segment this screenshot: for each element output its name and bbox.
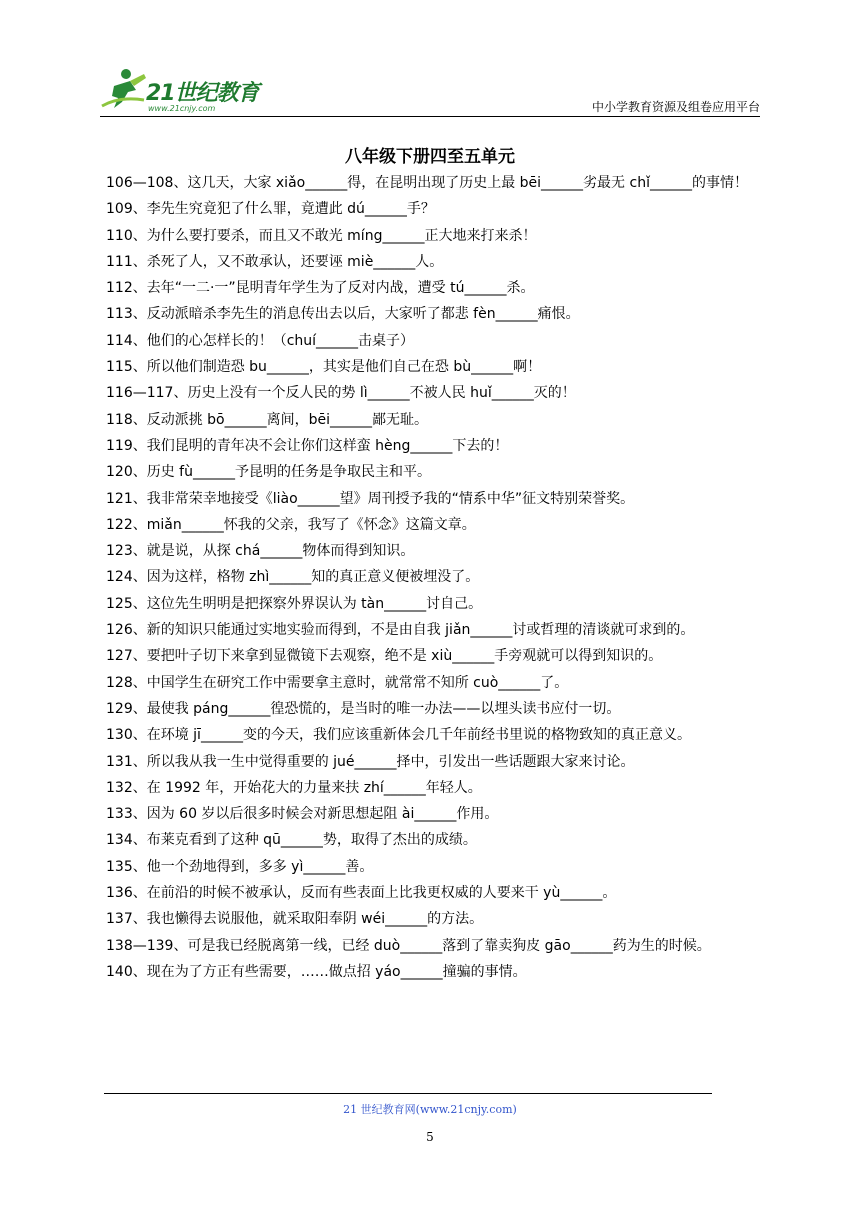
question-item: [106, 223, 758, 249]
question-item: [106, 249, 758, 275]
question-text: 136、在前沿的时候不被承认，反而有些表面上比我更权威的人要来干 yù______。: [106, 885, 617, 902]
question-text: 133、因为 60 岁以后很多时候会对新思想起阻 ài______作用。: [106, 806, 499, 823]
question-text: 124、因为这样，格物 zhì______知的真正意义便被埋没了。: [106, 569, 480, 586]
question-text: 109、李先生究竟犯了什么罪，竟遭此 dú______手？: [106, 201, 435, 218]
question-item: [106, 670, 758, 696]
question-list: [106, 170, 758, 985]
question-item: [106, 486, 758, 512]
question-text: 129、最使我 páng______徨恐慌的，是当时的唯一办法——以埋头读书应付一切。: [106, 700, 621, 717]
question-text: 123、就是说，从探 chá______物体而得到知识。: [106, 543, 415, 560]
logo-title: 21世纪教育: [146, 81, 259, 106]
question-text: 137、我也懒得去说服他，就采取阳奉阴 wéi______的方法。: [106, 911, 484, 928]
question-text: 106—108、这几天，大家 xiǎo______得，在昆明出现了历史上最 bēi______劣最无 chǐ______的事情！: [106, 175, 748, 191]
question-item: [106, 854, 758, 880]
footer-site: 21 世纪教育网(www.21cnjy.com): [343, 1103, 517, 1116]
question-item: [106, 959, 758, 985]
question-item: [106, 433, 758, 459]
question-item: [106, 591, 758, 617]
question-text: 134、布莱克看到了这种 qū______势，取得了杰出的成绩。: [106, 832, 477, 849]
question-item: [106, 380, 758, 406]
question-text: 122、miǎn______怀我的父亲，我写了《怀念》这篇文章。: [106, 516, 476, 533]
question-text: 131、所以我从我一生中觉得重要的 jué______择中，引发出一些话题跟大家来讨论。: [106, 753, 635, 770]
question-item: [106, 301, 758, 327]
page-header: [100, 66, 760, 118]
question-text: 138—139、可是我已经脱离第一线，已经 duò______落到了靠卖狗皮 gāo______药为生的时候。: [106, 937, 711, 954]
question-item: [106, 354, 758, 380]
question-item: [106, 827, 758, 853]
question-item: [106, 196, 758, 222]
question-text: 112、去年“一二·一”昆明青年学生为了反对内战，遭受 tú______杀。: [106, 280, 535, 297]
logo: [100, 66, 300, 118]
question-text: 116—117、历史上没有一个反人民的势 lì______不被人民 huǐ______灭的！: [106, 385, 576, 402]
question-item: [106, 512, 758, 538]
question-text: 125、这位先生明明是把探察外界误认为 tàn______讨自己。: [106, 595, 483, 612]
question-text: 115、所以他们制造恐 bu______，其实是他们自己在恐 bù______啊！: [106, 359, 542, 376]
question-item: [106, 407, 758, 433]
question-text: 126、新的知识只能通过实地实验而得到，不是由自我 jiǎn______讨或哲理的清谈就可求到的。: [106, 622, 695, 639]
question-item: [106, 564, 758, 590]
question-item: [106, 459, 758, 485]
question-text: 132、在 1992 年，开始花大的力量来扶 zhí______年轻人。: [106, 779, 482, 796]
page-number: 5: [426, 1130, 434, 1144]
question-text: 114、他们的心怎样长的！（chuí______击桌子）: [106, 332, 415, 349]
question-text: 130、在环境 jī______变的今天，我们应该重新体会几千年前经书里说的格物致知的真正意义。: [106, 727, 691, 744]
runner-logo-icon: [100, 66, 148, 112]
question-item: [106, 617, 758, 643]
platform-name: 中小学教育资源及组卷应用平台: [591, 100, 760, 114]
question-text: 110、为什么要打要杀，而且又不敢光 míng______正大地来打来杀！: [106, 227, 537, 244]
question-text: 140、现在为了方正有些需要，……做点招 yáo______撞骗的事情。: [106, 963, 527, 980]
page-title: 八年级下册四至五单元: [345, 147, 515, 167]
question-item: [106, 880, 758, 906]
question-item: [106, 749, 758, 775]
question-text: 120、历史 fù______予昆明的任务是争取民主和平。: [106, 464, 431, 481]
question-item: [106, 775, 758, 801]
question-text: 113、反动派暗杀李先生的消息传出去以后，大家听了都悲 fèn______痛恨。: [106, 306, 580, 323]
question-text: 128、中国学生在研究工作中需要拿主意时，就常常不知所 cuò______了。: [106, 674, 569, 691]
question-item: [106, 722, 758, 748]
question-item: [106, 328, 758, 354]
question-item: [106, 801, 758, 827]
question-text: 135、他一个劲地得到，多多 yì______善。: [106, 858, 374, 875]
header-divider: [100, 116, 760, 117]
logo-url: www.21cnjy.com: [148, 104, 216, 113]
question-text: 119、我们昆明的青年决不会让你们这样蛮 hèng______下去的！: [106, 437, 509, 454]
question-text: 111、杀死了人，又不敢承认，还要诬 miè______人。: [106, 253, 444, 270]
question-item: [106, 906, 758, 932]
question-item: [106, 170, 758, 196]
footer-divider: [104, 1093, 712, 1094]
question-item: [106, 643, 758, 669]
question-item: [106, 538, 758, 564]
question-item: [106, 275, 758, 301]
question-text: 127、要把叶子切下来拿到显微镜下去观察，绝不是 xiù______手旁观就可以得到知识的。: [106, 648, 663, 665]
question-text: 118、反动派挑 bō______离间，bēi______鄙无耻。: [106, 411, 429, 428]
question-item: [106, 696, 758, 722]
question-item: [106, 933, 758, 959]
question-text: 121、我非常荣幸地接受《liào______望》周刊授予我的“情系中华”征文特别荣誉奖。: [106, 490, 635, 507]
